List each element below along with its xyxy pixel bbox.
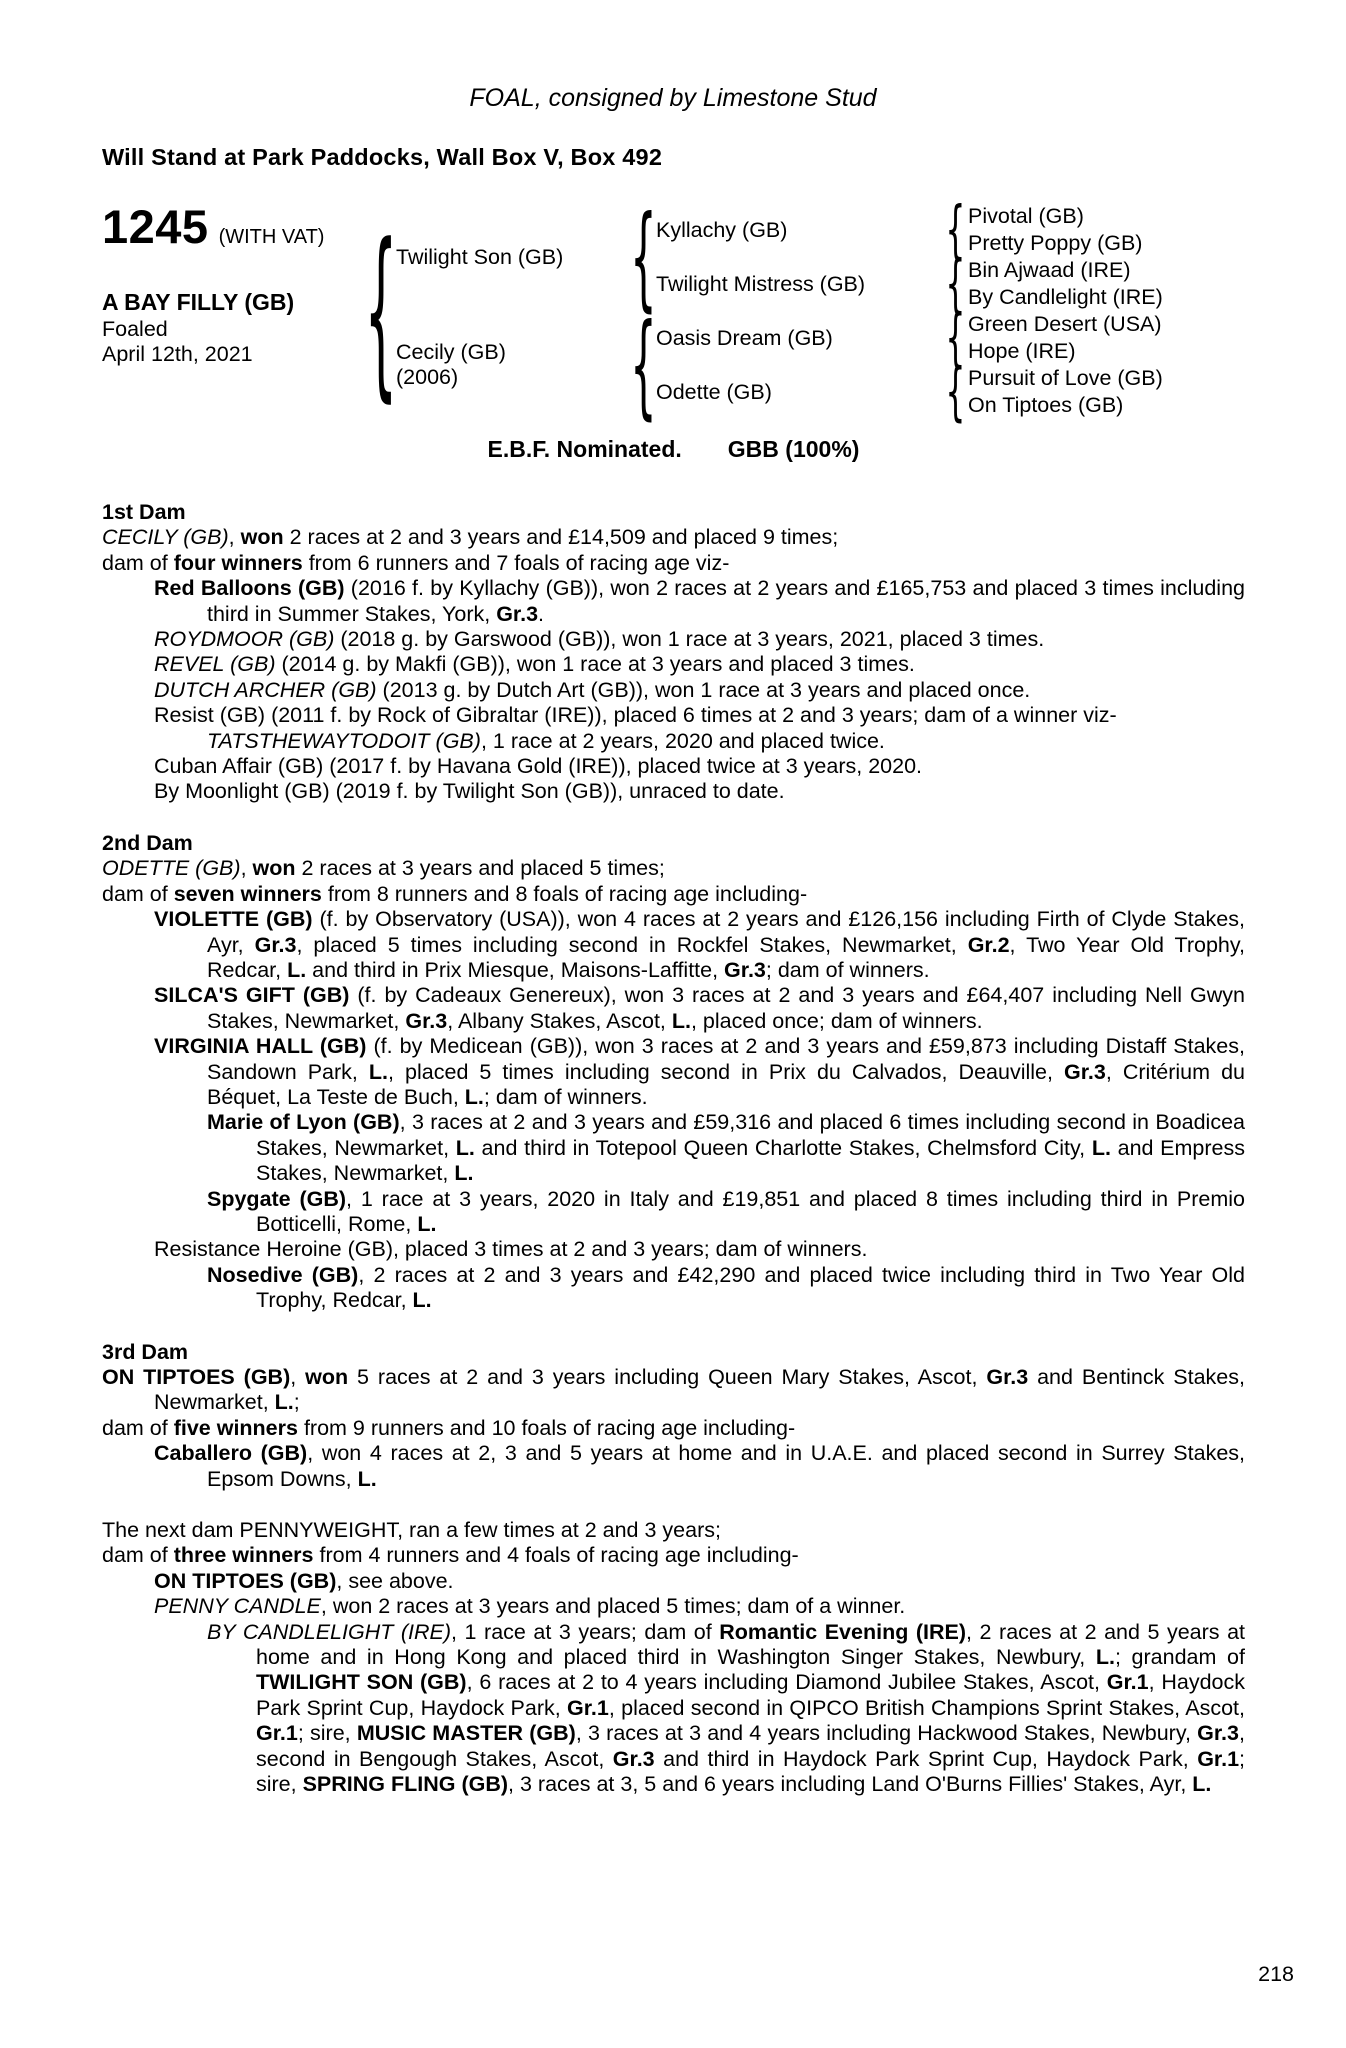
emphasis-text: SILCA'S GIFT (GB)	[154, 983, 350, 1008]
emphasis-text: PENNY CANDLE	[154, 1594, 321, 1619]
pedigree-paragraph	[102, 525, 1245, 550]
emphasis-text: DUTCH ARCHER (GB)	[154, 677, 377, 702]
text-run: ; grandam of	[1114, 1645, 1245, 1670]
emphasis-text: MUSIC MASTER (GB)	[356, 1721, 576, 1746]
pedigree-tree	[364, 190, 1260, 432]
pedigree-paragraph	[102, 1543, 1245, 1568]
pedigree-paragraph	[102, 1237, 1245, 1262]
text-run: (f. by Medicean (GB)), won 3 races at 2 and 3 years and £59,873 including Distaff Stakes, Sandown Park,	[207, 1034, 1245, 1084]
emphasis-text: Gr.2	[967, 932, 1010, 957]
text-run: ,	[228, 525, 241, 550]
emphasis-text: Nosedive (GB)	[207, 1262, 359, 1287]
emphasis-text: ON TIPTOES (GB)	[154, 1568, 337, 1593]
emphasis-text: L.	[412, 1288, 432, 1313]
emphasis-text: Gr.3	[612, 1746, 655, 1771]
text-run: (2016 f. by Kyllachy (GB)), won 2 races at 2 years and £165,753 and placed 3 times including third in Summer Stakes, York,	[207, 576, 1245, 626]
pedigree-paragraph	[102, 1263, 1245, 1314]
emphasis-text: L.	[417, 1211, 437, 1236]
text-run: Resistance Heroine (GB), placed 3 times at 2 and 3 years; dam of winners.	[154, 1237, 868, 1262]
emphasis-text: L.	[274, 1390, 294, 1415]
pedigree-paragraph	[102, 1594, 1245, 1619]
text-run: dam of	[102, 550, 174, 575]
text-run: , 3 races at 3 and 4 years including Hackwood Stakes, Newbury,	[575, 1721, 1198, 1746]
text-run: , placed second in QIPCO British Champions Sprint Stakes, Ascot,	[608, 1695, 1245, 1720]
text-run: , placed 5 times including second in Prix du Calvados, Deauville,	[388, 1059, 1064, 1084]
emphasis-text: VIOLETTE (GB)	[154, 907, 313, 932]
pedigree-paragraph	[102, 1365, 1245, 1416]
emphasis-text: TWILIGHT SON (GB)	[256, 1670, 467, 1695]
brace-icon: {	[629, 298, 657, 432]
great-grandparent-name: On Tiptoes (GB)	[968, 393, 1124, 417]
great-grandparent-name: Pretty Poppy (GB)	[968, 231, 1143, 255]
pedigree-paragraph	[102, 576, 1245, 627]
grandparent-name: Oasis Dream (GB)	[656, 325, 833, 350]
text-run: and third in Prix Miesque, Maisons-Laffitte,	[306, 957, 725, 982]
text-run: The next dam PENNYWEIGHT, ran a few times at 2 and 3 years;	[102, 1518, 721, 1543]
text-run: , 3 races at 3, 5 and 6 years including Land O'Burns Fillies' Stakes, Ayr,	[508, 1772, 1193, 1797]
ebf-nominated-label: E.B.F. Nominated.	[487, 436, 682, 462]
text-run: 2 races at 3 years and placed 5 times;	[295, 856, 665, 881]
text-run: 2 races at 2 and 3 years and £14,509 and placed 9 times;	[283, 525, 839, 550]
emphasis-text: L.	[454, 1161, 474, 1186]
pedigree-paragraph	[102, 627, 1245, 652]
emphasis-text: L.	[1095, 1645, 1115, 1670]
page-title: FOAL, consigned by Limestone Stud	[469, 84, 877, 112]
pedigree-paragraph	[102, 1441, 1245, 1492]
text-run: , placed 5 times including second in Rockfel Stakes, Newmarket,	[296, 932, 968, 957]
emphasis-text: BY CANDLELIGHT (IRE)	[207, 1619, 452, 1644]
pedigree-paragraph	[102, 1518, 1245, 1543]
gbb-label: GBB (100%)	[727, 436, 860, 462]
emphasis-text: L.	[357, 1466, 377, 1491]
text-run: dam of	[102, 881, 174, 906]
emphasis-text: SPRING FLING (GB)	[302, 1772, 509, 1797]
emphasis-text: Gr.1	[1106, 1670, 1149, 1695]
emphasis-text: REVEL (GB)	[154, 652, 276, 677]
text-run: ; dam of winners.	[483, 1084, 648, 1109]
pedigree-paragraph	[102, 907, 1245, 983]
grandparent-name: Kyllachy (GB)	[656, 217, 788, 242]
page-number: 218	[1258, 1962, 1294, 1986]
emphasis-text: TATSTHEWAYTODOIT (GB)	[207, 728, 481, 753]
text-run: (2018 g. by Garswood (GB)), won 1 race at 3 years, 2021, placed 3 times.	[334, 627, 1045, 652]
text-run: , 1 race at 3 years; dam of	[451, 1619, 720, 1644]
text-run: ; dam of winners.	[765, 957, 930, 982]
text-run: , won 4 races at 2, 3 and 5 years at home and in U.A.E. and placed second in Surrey Stakes, Epsom Downs,	[207, 1441, 1245, 1491]
text-run: , Albany Stakes, Ascot,	[447, 1008, 672, 1033]
lot-info-block	[102, 200, 364, 366]
pedigree-paragraph	[102, 882, 1245, 907]
emphasis-text: seven winners	[173, 881, 322, 906]
text-run: , 6 races at 2 to 4 years including Diamond Jubilee Stakes, Ascot,	[466, 1670, 1107, 1695]
text-run: , 3 races at 2 and 3 years and £59,316 and placed 6 times including second in Boadicea Stakes, Newmarket,	[256, 1110, 1245, 1160]
sire-name: Twilight Son (GB)	[396, 244, 564, 269]
pedigree-paragraph	[102, 1034, 1245, 1110]
text-run: (2013 g. by Dutch Art (GB)), won 1 race at 3 years and placed once.	[376, 677, 1031, 702]
emphasis-text: won	[305, 1365, 349, 1389]
emphasis-text: CECILY (GB)	[102, 525, 229, 550]
emphasis-text: Marie of Lyon (GB)	[207, 1110, 400, 1135]
text-run: , see above.	[336, 1568, 454, 1593]
text-run: , second in Bengough Stakes, Ascot,	[256, 1721, 1245, 1771]
text-run: from 6 runners and 7 foals of racing age viz-	[302, 550, 730, 575]
text-run: from 8 runners and 8 foals of racing age including-	[321, 881, 808, 906]
emphasis-text: L.	[464, 1084, 484, 1109]
text-run: , won 2 races at 3 years and placed 5 times; dam of a winner.	[320, 1594, 906, 1619]
grandparent-name: Odette (GB)	[656, 379, 772, 404]
grandparent-name: Twilight Mistress (GB)	[656, 271, 866, 296]
emphasis-text: Gr.3	[724, 957, 766, 982]
emphasis-text: Gr.3	[254, 932, 297, 957]
text-run: dam of	[102, 1415, 174, 1440]
text-run: Resist (GB) (2011 f. by Rock of Gibraltar (IRE)), placed 6 times at 2 and 3 years; dam of a winner viz-	[154, 703, 1117, 728]
emphasis-text: three winners	[173, 1543, 314, 1568]
emphasis-text: L.	[1192, 1772, 1212, 1797]
emphasis-text: won	[240, 525, 284, 550]
emphasis-text: Gr.3	[1197, 1721, 1239, 1746]
brace-icon: {	[944, 192, 966, 266]
text-run: (f. by Cadeaux Genereux), won 3 races at 2 and 3 years and £64,407 including Nell Gwyn Stakes, Newmarket,	[207, 983, 1245, 1033]
emphasis-text: L.	[455, 1135, 475, 1160]
pedigree-paragraph	[102, 1187, 1245, 1238]
vat-note: (WITH VAT)	[218, 226, 325, 248]
text-run: ,	[290, 1365, 306, 1389]
dam-section	[102, 1518, 1245, 1797]
foaled-date: April 12th, 2021	[102, 342, 253, 366]
brace-icon: {	[944, 300, 966, 374]
section-heading: 3rd Dam	[102, 1339, 189, 1364]
text-run: ; sire,	[297, 1721, 357, 1746]
pedigree-paragraph	[102, 678, 1245, 703]
great-grandparent-name: By Candlelight (IRE)	[968, 285, 1163, 309]
emphasis-text: Gr.3	[496, 601, 539, 626]
dam-block	[396, 340, 630, 390]
dam-section	[102, 500, 1245, 805]
emphasis-text: Caballero (GB)	[154, 1441, 308, 1466]
emphasis-text: L.	[287, 957, 307, 982]
horse-description: A BAY FILLY (GB)	[102, 289, 295, 315]
emphasis-text: Spygate (GB)	[207, 1186, 347, 1211]
text-run: ;	[293, 1390, 300, 1415]
emphasis-text: Gr.3	[405, 1008, 448, 1033]
text-run: By Moonlight (GB) (2019 f. by Twilight Son (GB)), unraced to date.	[154, 779, 785, 804]
brace-icon: {	[364, 203, 398, 419]
pedigree-paragraph	[102, 551, 1245, 576]
pedigree-paragraph	[102, 779, 1245, 804]
text-run: , 2 races at 2 and 3 years and £42,290 and placed twice including third in Two Year Old Trophy, Redcar,	[256, 1262, 1246, 1313]
text-run: from 4 runners and 4 foals of racing age including-	[313, 1543, 799, 1568]
text-run: , Haydock Park Sprint Cup, Haydock Park,	[256, 1670, 1245, 1720]
great-grandparent-name: Pursuit of Love (GB)	[968, 366, 1163, 390]
pedigree-paragraph	[102, 983, 1245, 1034]
text-run: Cuban Affair (GB) (2017 f. by Havana Gold (IRE)), placed twice at 3 years, 2020.	[154, 754, 923, 779]
dam-year: (2006)	[396, 365, 459, 389]
text-run: , 1 race at 2 years, 2020 and placed twice.	[480, 728, 885, 753]
text-run: , 1 race at 3 years, 2020 in Italy and £19,851 and placed 8 times including third in Premio Botticelli, Rome,	[256, 1186, 1245, 1236]
pedigree-paragraph	[102, 1569, 1245, 1594]
text-run: dam of	[102, 1543, 174, 1568]
foaled-label: Foaled	[102, 317, 168, 341]
brace-icon: {	[944, 354, 966, 428]
brace-icon: {	[629, 190, 657, 324]
text-run: , Two Year Old Trophy, Redcar,	[207, 932, 1245, 982]
text-run: (f. by Observatory (USA)), won 4 races at 2 years and £126,156 including Firth of Clyde Stakes, Ayr,	[207, 907, 1245, 957]
text-run: (2014 g. by Makfi (GB)), won 1 race at 3 years and placed 3 times.	[275, 652, 915, 677]
brace-icon: {	[944, 246, 966, 320]
great-grandparent-name: Green Desert (USA)	[968, 312, 1162, 336]
pedigree-paragraph	[102, 856, 1245, 881]
pedigree-paragraph	[102, 1110, 1245, 1186]
emphasis-text: VIRGINIA HALL (GB)	[154, 1034, 367, 1059]
text-run: ; sire,	[256, 1746, 1246, 1797]
text-run: and third in Haydock Park Sprint Cup, Haydock Park,	[654, 1746, 1198, 1771]
great-grandparent-name: Hope (IRE)	[968, 339, 1076, 363]
text-run: 5 races at 2 and 3 years including Queen Mary Stakes, Ascot,	[348, 1365, 987, 1389]
great-grandparent-name: Bin Ajwaad (IRE)	[968, 258, 1131, 282]
pedigree-paragraph	[102, 754, 1245, 779]
dam-name: Cecily (GB)	[396, 340, 506, 364]
emphasis-text: Gr.1	[256, 1721, 298, 1746]
text-run: and Empress Stakes, Newmarket,	[256, 1135, 1245, 1186]
text-run: and Bentinck Stakes, Newmarket,	[154, 1365, 1245, 1415]
pedigree-paragraph	[102, 652, 1245, 677]
emphasis-text: L.	[368, 1059, 389, 1084]
emphasis-text: ODETTE (GB)	[102, 856, 241, 881]
pedigree-paragraph	[102, 703, 1245, 728]
pedigree-paragraph	[102, 1416, 1245, 1441]
text-run: , 2 races at 2 and 5 years at home and in Hong Kong and placed third in Washington Singer Stakes, Newbury,	[256, 1619, 1246, 1670]
pedigree-text	[102, 500, 1245, 1798]
emphasis-text: L.	[1091, 1135, 1111, 1160]
emphasis-text: five winners	[173, 1415, 298, 1440]
nomination-line	[102, 436, 1245, 463]
emphasis-text: ON TIPTOES (GB)	[102, 1365, 291, 1389]
great-grandparent-name: Pivotal (GB)	[968, 204, 1084, 228]
stand-location-line: Will Stand at Park Paddocks, Wall Box V, Box 492	[102, 144, 663, 170]
lot-number: 1245	[102, 200, 209, 253]
text-run: from 9 runners and 10 foals of racing age including-	[297, 1415, 796, 1440]
emphasis-text: ROYDMOOR (GB)	[154, 627, 335, 652]
section-heading: 1st Dam	[102, 500, 186, 524]
emphasis-text: Romantic Evening (IRE)	[719, 1619, 967, 1644]
emphasis-text: won	[252, 856, 296, 881]
emphasis-text: Gr.3	[1064, 1059, 1106, 1084]
text-run: .	[538, 601, 545, 626]
text-run: , Critérium du Béquet, La Teste de Buch,	[207, 1059, 1246, 1109]
dam-section	[102, 1340, 1245, 1492]
pedigree-paragraph	[102, 1620, 1245, 1798]
text-run: and third in Totepool Queen Charlotte Stakes, Chelmsford City,	[474, 1135, 1092, 1160]
emphasis-text: Gr.1	[567, 1695, 609, 1720]
emphasis-text: four winners	[173, 550, 303, 575]
text-run: , placed once; dam of winners.	[690, 1008, 983, 1033]
emphasis-text: Red Balloons (GB)	[154, 576, 345, 601]
emphasis-text: L.	[671, 1008, 691, 1033]
text-run: ,	[240, 856, 253, 881]
dam-section	[102, 831, 1245, 1314]
emphasis-text: Gr.1	[1197, 1746, 1240, 1771]
pedigree-paragraph	[102, 729, 1245, 754]
emphasis-text: Gr.3	[986, 1365, 1029, 1389]
section-heading: 2nd Dam	[102, 830, 193, 855]
